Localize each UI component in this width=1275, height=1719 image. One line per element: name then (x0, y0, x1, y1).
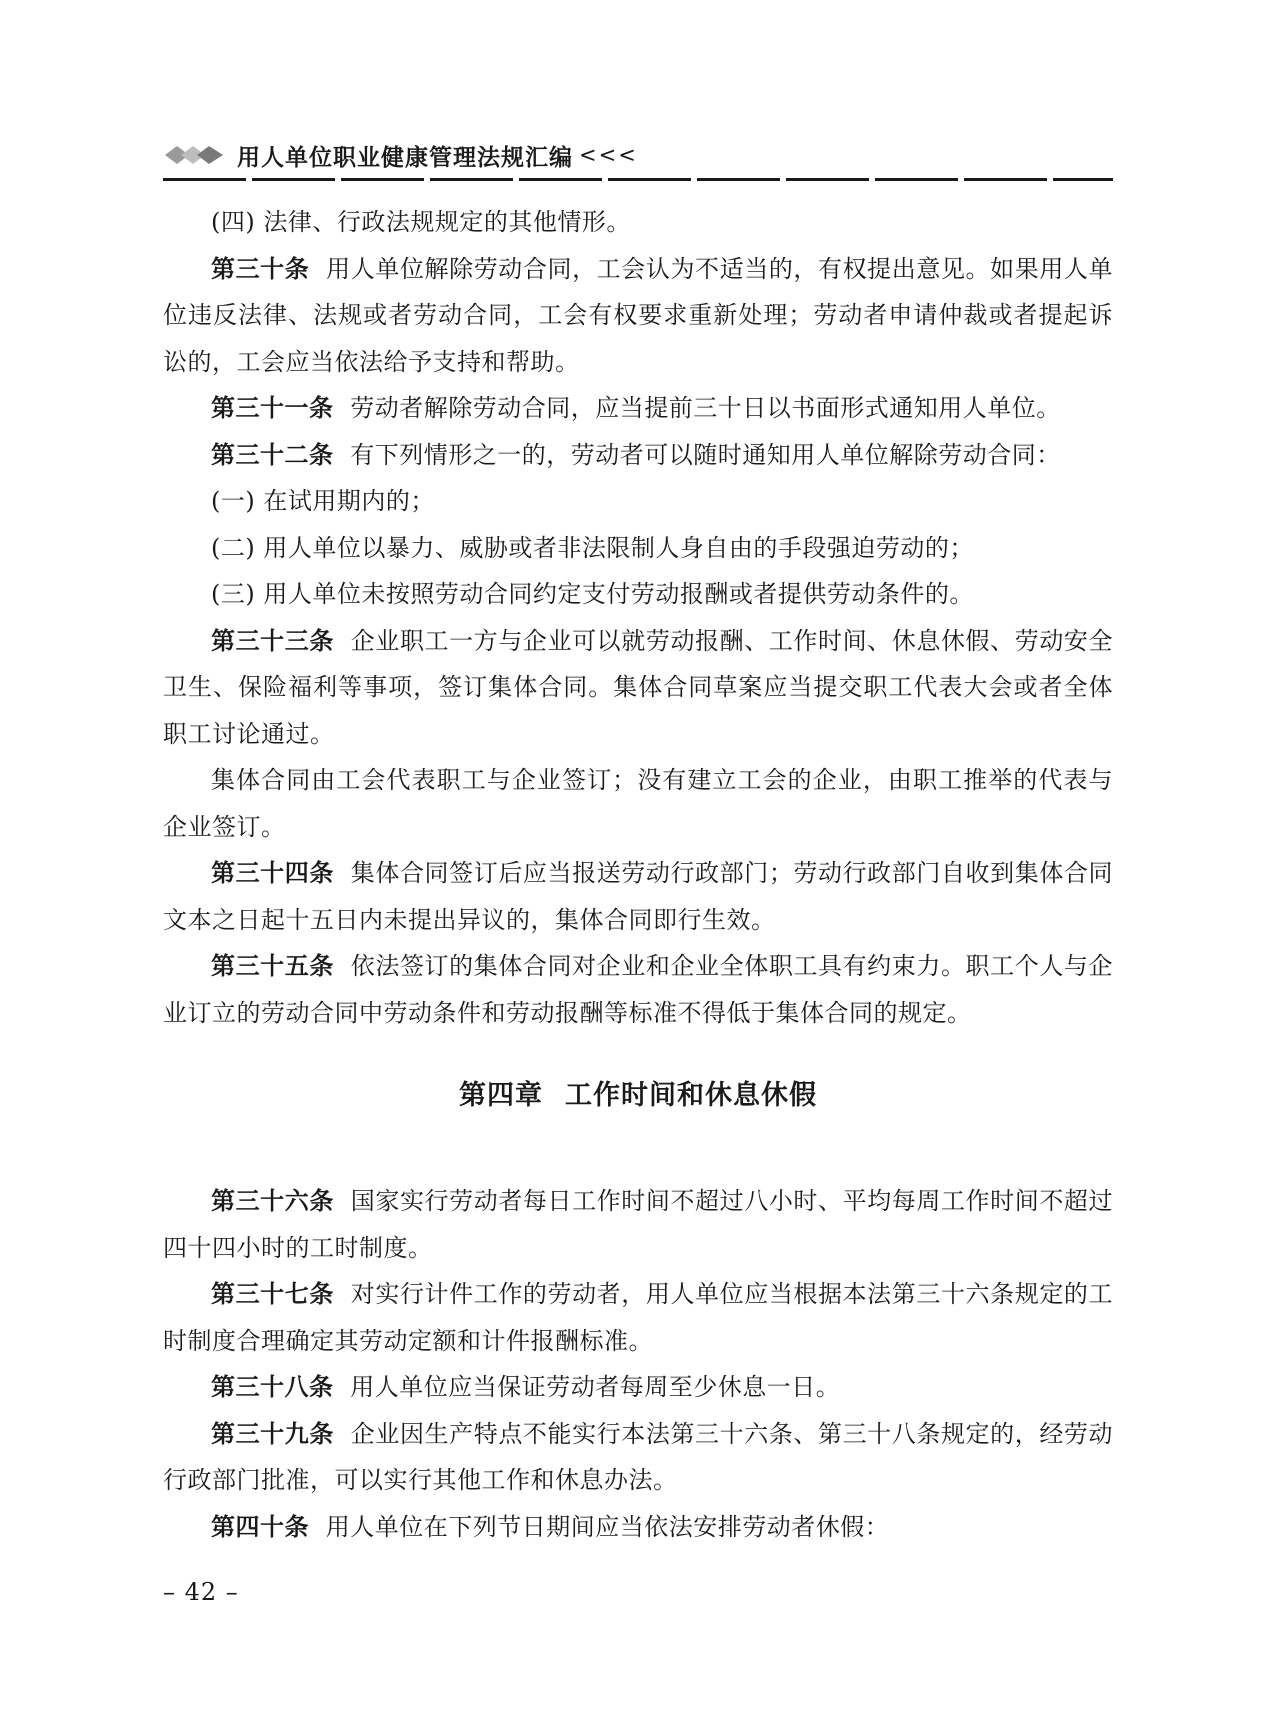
article-number: 第三十五条 (211, 952, 334, 980)
paragraph (163, 571, 1113, 618)
article-number: 第三十六条 (211, 1187, 334, 1215)
paragraph (163, 1411, 1113, 1504)
paragraph (163, 1271, 1113, 1364)
paragraph (163, 1364, 1113, 1411)
paragraph-text: (二) 用人单位以暴力、威胁或者非法限制人身自由的手段强迫劳动的； (211, 533, 974, 562)
paragraph-text: 用人单位解除劳动合同，工会认为不适当的，有权提出意见。如果用人单位违反法律、法规或者劳动合同，工会有权要求重新处理；劳动者申请仲裁或者提起诉讼的，工会应当依法给予支持和帮助。 (163, 254, 1114, 376)
article-number: 第三十一条 (211, 394, 334, 422)
article-number: 第三十二条 (211, 440, 334, 469)
paragraph (163, 1178, 1113, 1271)
paragraph (163, 432, 1113, 479)
article-number: 第三十四条 (211, 859, 334, 887)
paragraph-text: (一) 在试用期内的； (211, 487, 435, 515)
paragraph (163, 757, 1113, 850)
paragraph-text: 集体合同由工会代表职工与企业签订；没有建立工会的企业，由职工推举的代表与企业签订。 (163, 766, 1113, 841)
paragraph-text: 集体合同签订后应当报送劳动行政部门；劳动行政部门自收到集体合同文本之日起十五日内未提出异议的，集体合同即行生效。 (163, 859, 1114, 934)
body-text (163, 199, 1113, 1550)
article-number: 第三十七条 (211, 1280, 334, 1308)
paragraph-text: 企业因生产特点不能实行本法第三十六条、第三十八条规定的，经劳动行政部门批准，可以实行其他工作和休息办法。 (163, 1419, 1114, 1494)
paragraph-text: 企业职工一方与企业可以就劳动报酬、工作时间、休息休假、劳动安全卫生、保险福利等事项，签订集体合同。集体合同草案应当提交职工代表大会或者全体职工讨论通过。 (163, 626, 1114, 748)
paragraph (163, 618, 1113, 758)
header-dashed-rule (163, 178, 1113, 181)
double-diamond-arrow-icon (163, 142, 227, 168)
chapter-title: 工作时间和休息休假 (565, 1080, 817, 1111)
paragraph (163, 385, 1113, 432)
paragraph-text: 劳动者解除劳动合同，应当提前三十日以书面形式通知用人单位。 (350, 394, 1061, 422)
chapter-heading (163, 1036, 1113, 1178)
paragraph-text: 对实行计件工作的劳动者，用人单位应当根据本法第三十六条规定的工时制度合理确定其劳动定额和计件报酬标准。 (163, 1280, 1114, 1355)
article-number: 第三十八条 (211, 1373, 334, 1401)
paragraph (163, 246, 1113, 386)
article-number: 第三十九条 (211, 1419, 334, 1448)
paragraph-text: (三) 用人单位未按照劳动合同约定支付劳动报酬或者提供劳动条件的。 (211, 580, 974, 608)
paragraph (163, 525, 1113, 572)
paragraph-text: 依法签订的集体合同对企业和企业全体职工具有约束力。职工个人与企业订立的劳动合同中劳动条件和劳动报酬等标准不得低于集体合同的规定。 (163, 952, 1114, 1027)
article-number: 第四十条 (211, 1512, 309, 1541)
header-arrows: <<< (579, 143, 638, 167)
chapter-number: 第四章 (459, 1080, 543, 1111)
paragraph-text: 国家实行劳动者每日工作时间不超过八小时、平均每周工作时间不超过四十四小时的工时制度。 (163, 1187, 1114, 1262)
paragraph (163, 943, 1113, 1036)
article-number: 第三十三条 (211, 626, 334, 655)
running-header (163, 138, 1113, 172)
paragraph (163, 199, 1113, 246)
paragraph-text: 用人单位在下列节日期间应当依法安排劳动者休假： (325, 1512, 890, 1541)
paragraph-text: 用人单位应当保证劳动者每周至少休息一日。 (350, 1373, 841, 1401)
paragraph (163, 1504, 1113, 1551)
paragraph (163, 478, 1113, 525)
paragraph-text: (四) 法律、行政法规规定的其他情形。 (211, 208, 631, 236)
paragraph-text: 有下列情形之一的，劳动者可以随时通知用人单位解除劳动合同： (350, 440, 1061, 469)
article-number: 第三十条 (211, 254, 310, 283)
paragraph (163, 850, 1113, 943)
page-number: – 42 – (163, 1578, 239, 1606)
book-title: 用人单位职业健康管理法规汇编 (237, 144, 573, 171)
